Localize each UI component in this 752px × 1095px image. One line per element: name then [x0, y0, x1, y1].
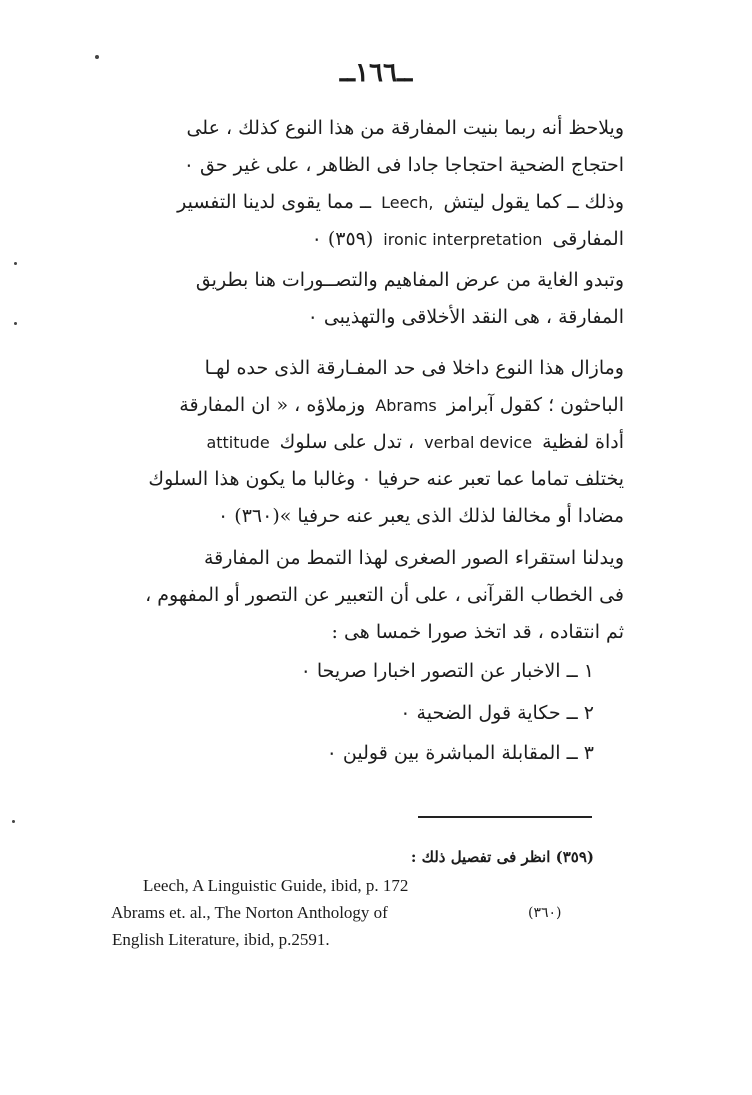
paragraph-1-line-2: احتجاج الضحية احتجاجا جادا فى الظاهر ، على غير حق ٠: [183, 154, 624, 176]
scan-speck: [12, 820, 15, 823]
paragraph-2-line-2: المفارقة ، هى النقد الأخلاقى والتهذيبى ٠: [307, 306, 624, 328]
footnote-360-number: (٣٦٠): [528, 905, 562, 921]
list-item-1: ١ ــ الاخبار عن التصور اخبارا صريحا ٠: [300, 660, 594, 682]
page-number: ــ١٦٦ــ: [339, 58, 413, 88]
paragraph-3-line-2: [92, 387, 624, 424]
paragraph-3-line-3: [92, 424, 624, 461]
paragraph-2: [92, 262, 624, 336]
footnote-359-heading: (٣٥٩) انظر فى تفصيل ذلك :: [410, 848, 594, 866]
paragraph-1-line-4: [92, 221, 624, 258]
term-attitude: attitude: [206, 433, 270, 452]
paragraph-4-line-1: ويدلنا استقراء الصور الصغرى لهذا التمط من المفارقة: [203, 547, 624, 569]
term-verbal-device: verbal device: [424, 433, 533, 452]
term-leech: Leech,: [381, 193, 434, 212]
paragraph-1: [92, 110, 624, 258]
term-abrams: Abrams: [375, 396, 437, 415]
paragraph-4-line-2: فى الخطاب القرآنى ، على أن التعبير عن التصور أو المفهوم ،: [145, 584, 624, 606]
paragraph-1-line-1: ويلاحظ أنه ربما بنيت المفارقة من هذا النوع كذلك ، على: [186, 117, 624, 139]
p3-line2-arabic-b: وزملاؤه ، « ان المفارقة: [179, 394, 366, 416]
list-item-3: ٣ ــ المقابلة المباشرة بين قولين ٠: [326, 742, 594, 764]
paragraph-1-line-3: [92, 184, 624, 221]
footnote-360-reference-line-1: Abrams et. al., The Norton Anthology of: [111, 903, 388, 922]
p1-line4-arabic-a: المفارقى: [552, 228, 624, 250]
p3-line2-arabic-a: الباحثون ؛ كقول آبرامز: [446, 394, 624, 416]
scan-speck: [14, 322, 17, 325]
paragraph-3-line-4: يختلف تماما عما تعبر عنه حرفيا ٠ وغالبا ما يكون هذا السلوك: [148, 468, 624, 490]
p1-line3-arabic-a: وذلك ــ كما يقول ليتش: [443, 191, 624, 213]
paragraph-3: [92, 350, 624, 535]
list-item-2: ٢ ــ حكاية قول الضحية ٠: [400, 702, 594, 724]
footnote-ref-359: (٣٥٩) ٠: [311, 228, 374, 250]
paragraph-4: [92, 540, 624, 651]
footnote-360-reference-line-2: English Literature, ibid, p.2591.: [112, 930, 330, 949]
paragraph-2-line-1: وتبدو الغاية من عرض المفاهيم والتصــورات هنا بطريق: [195, 269, 624, 291]
scan-speck: [14, 262, 17, 265]
paragraph-4-line-3: ثم انتقاده ، قد اتخذ صورا خمسا هى :: [331, 621, 624, 643]
p3-line3-arabic-b: ، تدل على سلوك: [279, 431, 415, 453]
footnote-359-reference: Leech, A Linguistic Guide, ibid, p. 172: [143, 876, 409, 895]
scan-speck: [95, 55, 99, 59]
p1-line3-arabic-b: ــ مما يقوى لدينا التفسير: [177, 191, 372, 213]
paragraph-3-line-5: مضادا أو مخالفا لذلك الذى يعبر عنه حرفيا »(٣٦٠) ٠: [218, 505, 624, 527]
paragraph-3-line-1: ومازال هذا النوع داخلا فى حد المفـارقة الذى حده لهـا: [204, 357, 624, 379]
p3-line3-arabic-a: أداة لفظية: [542, 431, 624, 453]
footnote-separator: [418, 816, 592, 818]
term-ironic-interpretation: ironic interpretation: [383, 230, 543, 249]
